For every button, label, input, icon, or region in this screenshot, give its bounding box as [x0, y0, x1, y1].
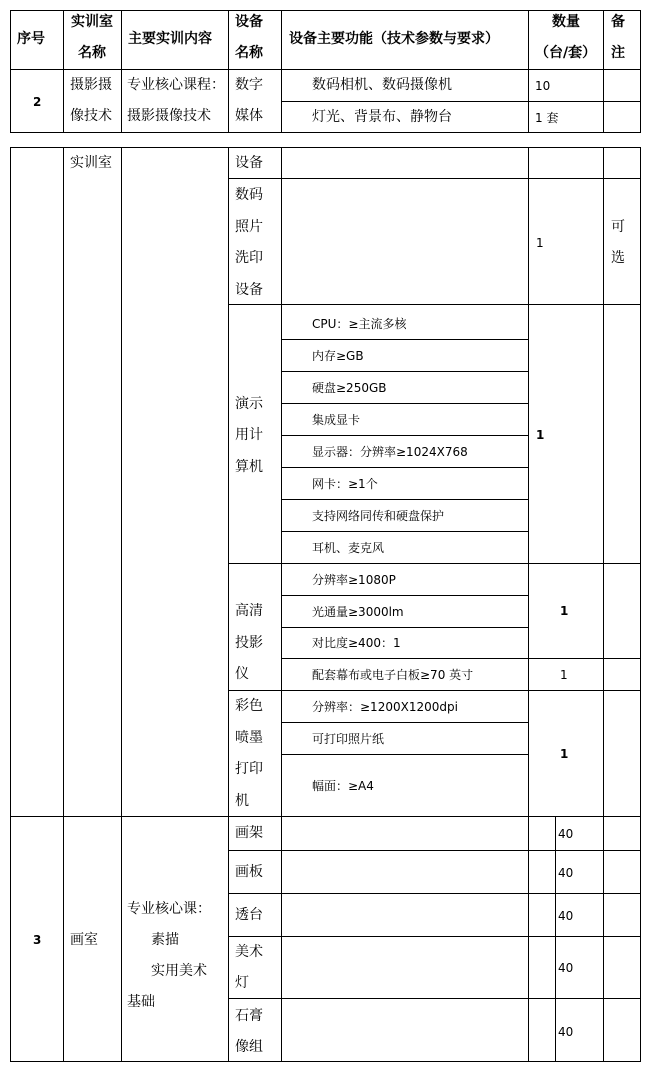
header-note-line1: 备 — [611, 14, 625, 30]
header-qty-line1: 数量 — [552, 14, 580, 30]
computer-name-1: 演示 — [235, 396, 263, 412]
row2-room-line1: 摄影摄 — [70, 77, 112, 93]
plaster-name-1: 石膏 — [235, 1008, 263, 1024]
light-table-qty: 40 — [558, 909, 574, 923]
row3-room: 画室 — [70, 932, 98, 948]
row2-qty-2: 1 套 — [535, 111, 559, 125]
print-note-1: 可 — [611, 219, 625, 235]
print-note-2: 选 — [611, 250, 625, 266]
computer-spec-display: 显示器：分辨率≥1024X768 — [312, 445, 468, 459]
projector-name-1: 高清 — [235, 603, 263, 619]
header-room-line2: 名称 — [78, 45, 106, 61]
printer-name-2: 喷墨 — [235, 730, 263, 746]
computer-spec-network: 支持网络同传和硬盘保护 — [312, 509, 445, 523]
printer-name-4: 机 — [235, 793, 249, 809]
row2-equip-line1: 数字 — [235, 77, 263, 93]
header-seq: 序号 — [17, 31, 45, 47]
print-qty: 1 — [536, 236, 544, 250]
computer-name-3: 算机 — [235, 459, 263, 475]
printer-name-3: 打印 — [235, 761, 263, 777]
computer-spec-ram: 内存≥GB — [312, 349, 364, 363]
computer-spec-audio: 耳机、麦克风 — [312, 541, 385, 555]
print-name-1: 数码 — [235, 187, 263, 203]
computer-spec-gpu: 集成显卡 — [312, 413, 361, 427]
projector-name-3: 仪 — [235, 666, 249, 682]
row2-qty-1: 10 — [535, 79, 551, 93]
row2-equip-line2: 媒体 — [235, 108, 263, 124]
printer-qty: 1 — [560, 747, 569, 761]
row2-seq: 2 — [33, 95, 42, 109]
header-function: 设备主要功能（技术参数与要求） — [289, 31, 499, 47]
row3-content-line4: 基础 — [127, 994, 155, 1010]
row2-func-2: 灯光、背景布、静物台 — [312, 109, 452, 125]
print-name-3: 洗印 — [235, 250, 263, 266]
drawing-board-qty: 40 — [558, 866, 574, 880]
print-name-4: 设备 — [235, 282, 263, 298]
header-content: 主要实训内容 — [128, 31, 212, 47]
projector-spec-lumens: 光通量≥3000lm — [312, 605, 404, 619]
plaster-qty: 40 — [558, 1025, 574, 1039]
header-qty-line2: （台/套） — [535, 45, 597, 61]
light-table-name: 透台 — [235, 907, 263, 923]
header-note-line2: 注 — [611, 45, 625, 61]
computer-spec-disk: 硬盘≥250GB — [312, 381, 387, 395]
plaster-name-2: 像组 — [235, 1039, 263, 1055]
projector-screen: 配套幕布或电子白板≥70 英寸 — [312, 668, 474, 682]
cont-room: 实训室 — [70, 155, 112, 171]
header-equip-line2: 名称 — [235, 45, 263, 61]
row2-func-1: 数码相机、数码摄像机 — [312, 77, 452, 93]
row3-seq: 3 — [33, 933, 42, 947]
printer-spec-paper: 可打印照片纸 — [312, 732, 385, 746]
easel-name: 画架 — [235, 825, 263, 841]
printer-spec-resolution: 分辨率：≥1200X1200dpi — [312, 700, 458, 714]
art-lamp-qty: 40 — [558, 961, 574, 975]
header-equip-line1: 设备 — [235, 14, 263, 30]
row2-content-line1: 专业核心课程： — [127, 77, 225, 93]
row2-content-line2: 摄影摄像技术 — [127, 108, 211, 124]
projector-name-2: 投影 — [235, 635, 263, 651]
computer-spec-nic: 网卡：≥1个 — [312, 477, 378, 491]
row2-room-line2: 像技术 — [70, 108, 112, 124]
computer-spec-cpu: CPU：≥主流多核 — [312, 317, 407, 331]
projector-spec-contrast: 对比度≥400：1 — [312, 636, 401, 650]
printer-spec-size: 幅面：≥A4 — [312, 779, 374, 793]
computer-qty: 1 — [536, 428, 545, 442]
projector-spec-resolution: 分辨率≥1080P — [312, 573, 396, 587]
row3-content-line1: 专业核心课： — [127, 901, 211, 917]
easel-qty: 40 — [558, 827, 574, 841]
art-lamp-name-1: 美术 — [235, 944, 263, 960]
row3-content-line3: 实用美术 — [151, 963, 207, 979]
projector-qty: 1 — [560, 604, 569, 618]
header-room-line1: 实训室 — [71, 14, 113, 30]
computer-name-2: 用计 — [235, 427, 263, 443]
cont-equip-tail: 设备 — [235, 155, 263, 171]
row3-content-line2: 素描 — [151, 932, 179, 948]
printer-name-1: 彩色 — [235, 698, 263, 714]
drawing-board-name: 画板 — [235, 864, 263, 880]
art-lamp-name-2: 灯 — [235, 975, 249, 991]
print-name-2: 照片 — [235, 219, 263, 235]
projector-screen-qty: 1 — [560, 668, 568, 682]
